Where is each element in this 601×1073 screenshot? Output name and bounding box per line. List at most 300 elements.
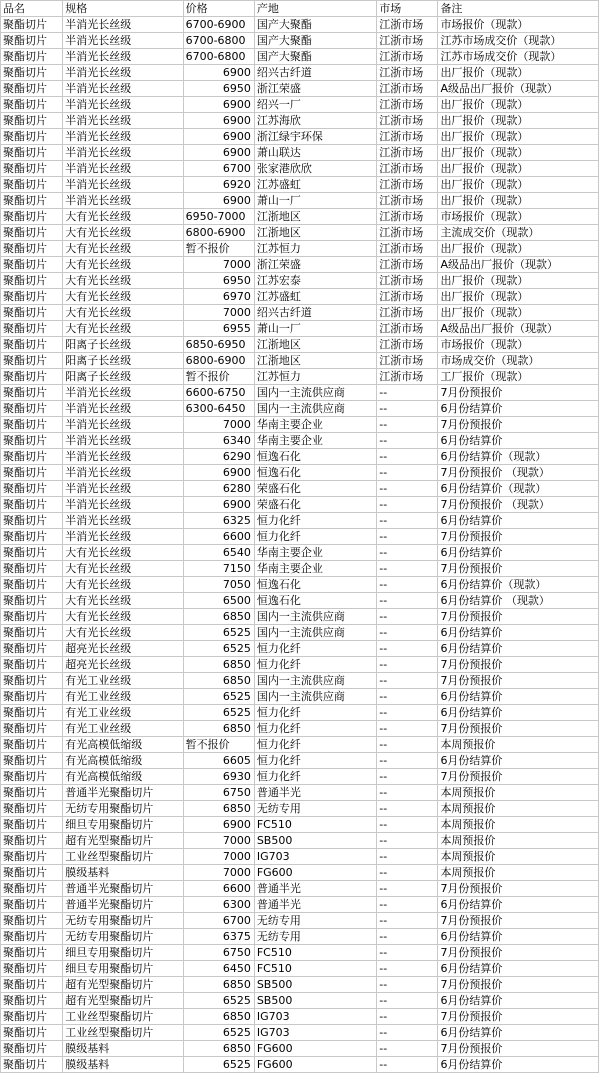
remarks-cell: 6月份结算价（现款）	[438, 481, 599, 497]
remarks-cell: 本周预报价	[438, 737, 599, 753]
product-cell: 聚酯切片	[1, 145, 63, 161]
spec-cell: 工业丝型聚酯切片	[63, 849, 183, 865]
product-cell: 聚酯切片	[1, 689, 63, 705]
remarks-cell: 6月份结算价	[438, 993, 599, 1009]
product-cell: 聚酯切片	[1, 289, 63, 305]
market-cell: --	[377, 577, 438, 593]
product-cell: 聚酯切片	[1, 161, 63, 177]
price-cell: 7050	[183, 577, 254, 593]
origin-cell: 绍兴一厂	[254, 97, 376, 113]
origin-cell: 江浙地区	[254, 225, 376, 241]
remarks-cell: 本周预报价	[438, 785, 599, 801]
price-cell: 6900	[183, 193, 254, 209]
table-row	[1, 225, 599, 241]
origin-cell: 江浙地区	[254, 337, 376, 353]
market-cell: 江浙市场	[377, 49, 438, 65]
spec-cell: 膜级基料	[63, 865, 183, 881]
market-cell: --	[377, 801, 438, 817]
origin-cell: IG703	[254, 1009, 376, 1025]
spec-cell: 半消光长丝级	[63, 481, 183, 497]
price-cell: 7150	[183, 561, 254, 577]
product-cell: 聚酯切片	[1, 49, 63, 65]
remarks-cell: 7月份预报价	[438, 881, 599, 897]
table-row	[1, 33, 599, 49]
market-cell: --	[377, 897, 438, 913]
price-cell: 7000	[183, 257, 254, 273]
spec-cell: 半消光长丝级	[63, 145, 183, 161]
price-cell: 6900	[183, 113, 254, 129]
spec-cell: 超亮光长丝级	[63, 657, 183, 673]
remarks-cell: 出厂报价（现款）	[438, 193, 599, 209]
product-cell: 聚酯切片	[1, 529, 63, 545]
price-cell: 6900	[183, 497, 254, 513]
table-row	[1, 865, 599, 881]
product-cell: 聚酯切片	[1, 609, 63, 625]
spec-cell: 半消光长丝级	[63, 433, 183, 449]
origin-cell: IG703	[254, 1025, 376, 1041]
origin-cell: FG600	[254, 1057, 376, 1073]
market-cell: --	[377, 929, 438, 945]
header-product: 品名	[1, 1, 63, 17]
price-cell: 6850	[183, 673, 254, 689]
origin-cell: 国内一主流供应商	[254, 385, 376, 401]
price-cell: 6340	[183, 433, 254, 449]
table-row	[1, 241, 599, 257]
product-cell: 聚酯切片	[1, 465, 63, 481]
remarks-cell: 市场成交价（现款）	[438, 353, 599, 369]
table-row	[1, 49, 599, 65]
table-row	[1, 129, 599, 145]
market-cell: --	[377, 849, 438, 865]
product-cell: 聚酯切片	[1, 449, 63, 465]
price-cell: 6800-6900	[183, 353, 254, 369]
table-row	[1, 673, 599, 689]
product-cell: 聚酯切片	[1, 177, 63, 193]
origin-cell: 恒力化纤	[254, 529, 376, 545]
remarks-cell: A级品出厂报价（现款）	[438, 321, 599, 337]
origin-cell: 恒逸石化	[254, 465, 376, 481]
origin-cell: 国内一主流供应商	[254, 625, 376, 641]
table-row	[1, 897, 599, 913]
header-market: 市场	[377, 1, 438, 17]
market-cell: 江浙市场	[377, 161, 438, 177]
market-cell: --	[377, 625, 438, 641]
remarks-cell: 市场报价（现款）	[438, 17, 599, 33]
product-cell: 聚酯切片	[1, 801, 63, 817]
price-cell: 6325	[183, 513, 254, 529]
product-cell: 聚酯切片	[1, 977, 63, 993]
product-cell: 聚酯切片	[1, 545, 63, 561]
origin-cell: 萧山联达	[254, 145, 376, 161]
market-cell: --	[377, 433, 438, 449]
market-cell: --	[377, 657, 438, 673]
market-cell: --	[377, 833, 438, 849]
remarks-cell: 江苏市场成交价（现款）	[438, 33, 599, 49]
spec-cell: 膜级基料	[63, 1057, 183, 1073]
table-body	[1, 17, 599, 1073]
spec-cell: 半消光长丝级	[63, 465, 183, 481]
price-cell: 7000	[183, 417, 254, 433]
spec-cell: 有光高模低缩级	[63, 769, 183, 785]
remarks-cell: 6月份结算价（现款）	[438, 449, 599, 465]
origin-cell: 国内一主流供应商	[254, 689, 376, 705]
product-cell: 聚酯切片	[1, 337, 63, 353]
spec-cell: 细旦专用聚酯切片	[63, 961, 183, 977]
spec-cell: 无纺专用聚酯切片	[63, 929, 183, 945]
origin-cell: 江苏宏泰	[254, 273, 376, 289]
product-cell: 聚酯切片	[1, 433, 63, 449]
product-cell: 聚酯切片	[1, 401, 63, 417]
spec-cell: 工业丝型聚酯切片	[63, 1009, 183, 1025]
market-cell: --	[377, 449, 438, 465]
origin-cell: SB500	[254, 977, 376, 993]
price-cell: 6600	[183, 881, 254, 897]
table-row	[1, 529, 599, 545]
spec-cell: 超亮光长丝级	[63, 641, 183, 657]
spec-cell: 大有光长丝级	[63, 593, 183, 609]
product-cell: 聚酯切片	[1, 657, 63, 673]
price-cell: 6525	[183, 641, 254, 657]
remarks-cell: 江苏市场成交价（现款）	[438, 49, 599, 65]
table-row	[1, 17, 599, 33]
origin-cell: FC510	[254, 817, 376, 833]
origin-cell: 国产大聚酯	[254, 33, 376, 49]
market-cell: --	[377, 1009, 438, 1025]
remarks-cell: 6月份结算价	[438, 513, 599, 529]
spec-cell: 普通半光聚酯切片	[63, 881, 183, 897]
product-cell: 聚酯切片	[1, 641, 63, 657]
price-cell: 6525	[183, 689, 254, 705]
remarks-cell: 7月份预报价	[438, 673, 599, 689]
price-cell: 6850	[183, 1041, 254, 1057]
spec-cell: 大有光长丝级	[63, 209, 183, 225]
market-cell: --	[377, 753, 438, 769]
origin-cell: 江浙地区	[254, 353, 376, 369]
product-cell: 聚酯切片	[1, 833, 63, 849]
origin-cell: 恒力化纤	[254, 721, 376, 737]
spec-cell: 半消光长丝级	[63, 497, 183, 513]
remarks-cell: 7月份预报价	[438, 769, 599, 785]
product-cell: 聚酯切片	[1, 33, 63, 49]
product-cell: 聚酯切片	[1, 129, 63, 145]
product-cell: 聚酯切片	[1, 81, 63, 97]
market-cell: 江浙市场	[377, 17, 438, 33]
product-cell: 聚酯切片	[1, 961, 63, 977]
market-cell: --	[377, 545, 438, 561]
price-cell: 6850	[183, 657, 254, 673]
table-row	[1, 273, 599, 289]
market-cell: 江浙市场	[377, 369, 438, 385]
header-price: 价格	[183, 1, 254, 17]
origin-cell: FG600	[254, 865, 376, 881]
market-cell: --	[377, 737, 438, 753]
spec-cell: 半消光长丝级	[63, 65, 183, 81]
market-cell: 江浙市场	[377, 289, 438, 305]
spec-cell: 细旦专用聚酯切片	[63, 817, 183, 833]
product-cell: 聚酯切片	[1, 417, 63, 433]
origin-cell: 普通半光	[254, 881, 376, 897]
price-cell: 6850	[183, 609, 254, 625]
table-row	[1, 881, 599, 897]
market-cell: --	[377, 417, 438, 433]
product-cell: 聚酯切片	[1, 513, 63, 529]
origin-cell: 恒力化纤	[254, 657, 376, 673]
table-row	[1, 385, 599, 401]
table-row	[1, 801, 599, 817]
market-cell: 江浙市场	[377, 81, 438, 97]
spec-cell: 无纺专用聚酯切片	[63, 801, 183, 817]
remarks-cell: 7月份预报价	[438, 657, 599, 673]
price-cell: 6950-7000	[183, 209, 254, 225]
price-cell: 6950	[183, 81, 254, 97]
spec-cell: 大有光长丝级	[63, 545, 183, 561]
remarks-cell: 7月份预报价	[438, 609, 599, 625]
spec-cell: 半消光长丝级	[63, 17, 183, 33]
origin-cell: 萧山一厂	[254, 193, 376, 209]
price-cell: 6700	[183, 161, 254, 177]
origin-cell: 普通半光	[254, 897, 376, 913]
market-cell: 江浙市场	[377, 209, 438, 225]
table-row	[1, 305, 599, 321]
price-cell: 6750	[183, 945, 254, 961]
product-cell: 聚酯切片	[1, 993, 63, 1009]
product-cell: 聚酯切片	[1, 1041, 63, 1057]
market-cell: 江浙市场	[377, 65, 438, 81]
origin-cell: 浙江荣盛	[254, 81, 376, 97]
origin-cell: 华南主要企业	[254, 417, 376, 433]
table-row	[1, 977, 599, 993]
origin-cell: 绍兴古纤道	[254, 65, 376, 81]
market-cell: 江浙市场	[377, 321, 438, 337]
spec-cell: 半消光长丝级	[63, 161, 183, 177]
spec-cell: 半消光长丝级	[63, 193, 183, 209]
market-cell: --	[377, 945, 438, 961]
remarks-cell: 7月份预报价	[438, 1009, 599, 1025]
table-row	[1, 945, 599, 961]
market-cell: 江浙市场	[377, 305, 438, 321]
market-cell: --	[377, 593, 438, 609]
origin-cell: 江浙地区	[254, 209, 376, 225]
table-row	[1, 545, 599, 561]
market-cell: 江浙市场	[377, 129, 438, 145]
origin-cell: 国产大聚酯	[254, 17, 376, 33]
origin-cell: 江苏盛虹	[254, 177, 376, 193]
remarks-cell: 市场报价（现款）	[438, 337, 599, 353]
market-cell: --	[377, 673, 438, 689]
origin-cell: 华南主要企业	[254, 433, 376, 449]
origin-cell: 恒力化纤	[254, 641, 376, 657]
market-cell: --	[377, 817, 438, 833]
product-cell: 聚酯切片	[1, 225, 63, 241]
origin-cell: FG600	[254, 1041, 376, 1057]
table-row	[1, 369, 599, 385]
spec-cell: 大有光长丝级	[63, 273, 183, 289]
table-row	[1, 609, 599, 625]
spec-cell: 半消光长丝级	[63, 33, 183, 49]
origin-cell: 恒逸石化	[254, 449, 376, 465]
price-cell: 6800-6900	[183, 225, 254, 241]
price-cell: 6605	[183, 753, 254, 769]
market-cell: 江浙市场	[377, 353, 438, 369]
price-cell: 7000	[183, 849, 254, 865]
remarks-cell: 7月份预报价	[438, 417, 599, 433]
remarks-cell: 本周预报价	[438, 833, 599, 849]
table-row	[1, 209, 599, 225]
remarks-cell: 7月份预报价 （现款）	[438, 497, 599, 513]
table-row	[1, 161, 599, 177]
market-cell: --	[377, 881, 438, 897]
spec-cell: 普通半光聚酯切片	[63, 785, 183, 801]
market-cell: --	[377, 1025, 438, 1041]
origin-cell: 绍兴古纤道	[254, 305, 376, 321]
product-cell: 聚酯切片	[1, 817, 63, 833]
price-cell: 暂不报价	[183, 241, 254, 257]
spec-cell: 半消光长丝级	[63, 385, 183, 401]
remarks-cell: A级品出厂报价（现款）	[438, 81, 599, 97]
origin-cell: 恒力化纤	[254, 705, 376, 721]
table-row	[1, 65, 599, 81]
origin-cell: FC510	[254, 945, 376, 961]
origin-cell: 萧山一厂	[254, 321, 376, 337]
origin-cell: 恒逸石化	[254, 593, 376, 609]
product-cell: 聚酯切片	[1, 273, 63, 289]
remarks-cell: 6月份结算价	[438, 961, 599, 977]
remarks-cell: 7月份预报价	[438, 561, 599, 577]
table-row	[1, 561, 599, 577]
market-cell: --	[377, 705, 438, 721]
remarks-cell: 出厂报价（现款）	[438, 289, 599, 305]
origin-cell: 江苏恒力	[254, 241, 376, 257]
product-cell: 聚酯切片	[1, 497, 63, 513]
origin-cell: FC510	[254, 961, 376, 977]
spec-cell: 阳离子长丝级	[63, 369, 183, 385]
remarks-cell: 本周预报价	[438, 817, 599, 833]
price-cell: 6500	[183, 593, 254, 609]
product-cell: 聚酯切片	[1, 257, 63, 273]
table-row	[1, 1025, 599, 1041]
spec-cell: 半消光长丝级	[63, 513, 183, 529]
remarks-cell: 6月份结算价	[438, 689, 599, 705]
spec-cell: 半消光长丝级	[63, 113, 183, 129]
table-row	[1, 1057, 599, 1073]
price-cell: 6525	[183, 625, 254, 641]
spec-cell: 半消光长丝级	[63, 177, 183, 193]
market-cell: 江浙市场	[377, 193, 438, 209]
product-cell: 聚酯切片	[1, 849, 63, 865]
spec-cell: 半消光长丝级	[63, 129, 183, 145]
table-row	[1, 497, 599, 513]
remarks-cell: 7月份预报价	[438, 1041, 599, 1057]
market-cell: --	[377, 721, 438, 737]
product-cell: 聚酯切片	[1, 705, 63, 721]
remarks-cell: 出厂报价（现款）	[438, 97, 599, 113]
spec-cell: 大有光长丝级	[63, 625, 183, 641]
remarks-cell: 6月份结算价	[438, 705, 599, 721]
table-row	[1, 929, 599, 945]
header-origin: 产地	[254, 1, 376, 17]
origin-cell: SB500	[254, 833, 376, 849]
product-cell: 聚酯切片	[1, 721, 63, 737]
price-cell: 6930	[183, 769, 254, 785]
remarks-cell: 6月份结算价	[438, 897, 599, 913]
origin-cell: 荣盛石化	[254, 497, 376, 513]
product-cell: 聚酯切片	[1, 737, 63, 753]
remarks-cell: 6月份结算价	[438, 1057, 599, 1073]
remarks-cell: 本周预报价	[438, 849, 599, 865]
table-row	[1, 449, 599, 465]
market-cell: --	[377, 401, 438, 417]
remarks-cell: 主流成交价（现款）	[438, 225, 599, 241]
spec-cell: 大有光长丝级	[63, 561, 183, 577]
table-row	[1, 705, 599, 721]
table-row	[1, 193, 599, 209]
price-cell: 暂不报价	[183, 369, 254, 385]
product-cell: 聚酯切片	[1, 353, 63, 369]
market-cell: --	[377, 961, 438, 977]
product-cell: 聚酯切片	[1, 673, 63, 689]
price-cell: 6900	[183, 65, 254, 81]
price-cell: 7000	[183, 305, 254, 321]
table-row	[1, 625, 599, 641]
price-cell: 6375	[183, 929, 254, 945]
product-cell: 聚酯切片	[1, 385, 63, 401]
remarks-cell: 6月份结算价	[438, 625, 599, 641]
table-row	[1, 1041, 599, 1057]
spec-cell: 半消光长丝级	[63, 417, 183, 433]
market-cell: --	[377, 913, 438, 929]
market-cell: 江浙市场	[377, 33, 438, 49]
price-cell: 6700-6900	[183, 17, 254, 33]
origin-cell: 浙江荣盛	[254, 257, 376, 273]
product-cell: 聚酯切片	[1, 17, 63, 33]
product-cell: 聚酯切片	[1, 881, 63, 897]
price-cell: 6525	[183, 1025, 254, 1041]
spec-cell: 大有光长丝级	[63, 225, 183, 241]
spec-cell: 阳离子长丝级	[63, 337, 183, 353]
market-cell: --	[377, 385, 438, 401]
spec-cell: 大有光长丝级	[63, 289, 183, 305]
origin-cell: 国内一主流供应商	[254, 673, 376, 689]
remarks-cell: 6月份结算价（现款）	[438, 577, 599, 593]
spec-cell: 阳离子长丝级	[63, 353, 183, 369]
origin-cell: 荣盛石化	[254, 481, 376, 497]
market-cell: 江浙市场	[377, 257, 438, 273]
origin-cell: 张家港欣欣	[254, 161, 376, 177]
product-cell: 聚酯切片	[1, 577, 63, 593]
market-cell: 江浙市场	[377, 113, 438, 129]
price-cell: 6300	[183, 897, 254, 913]
remarks-cell: 出厂报价（现款）	[438, 241, 599, 257]
product-cell: 聚酯切片	[1, 97, 63, 113]
market-cell: --	[377, 561, 438, 577]
spec-cell: 普通半光聚酯切片	[63, 897, 183, 913]
market-cell: --	[377, 465, 438, 481]
origin-cell: 无纺专用	[254, 913, 376, 929]
product-cell: 聚酯切片	[1, 865, 63, 881]
market-cell: 江浙市场	[377, 177, 438, 193]
price-cell: 6700	[183, 913, 254, 929]
product-cell: 聚酯切片	[1, 769, 63, 785]
spec-cell: 有光工业丝级	[63, 689, 183, 705]
spec-cell: 大有光长丝级	[63, 321, 183, 337]
market-cell: --	[377, 993, 438, 1009]
origin-cell: 国产大聚酯	[254, 49, 376, 65]
market-cell: --	[377, 785, 438, 801]
origin-cell: 江苏盛虹	[254, 289, 376, 305]
price-cell: 6700-6800	[183, 49, 254, 65]
table-row	[1, 417, 599, 433]
product-cell: 聚酯切片	[1, 1025, 63, 1041]
